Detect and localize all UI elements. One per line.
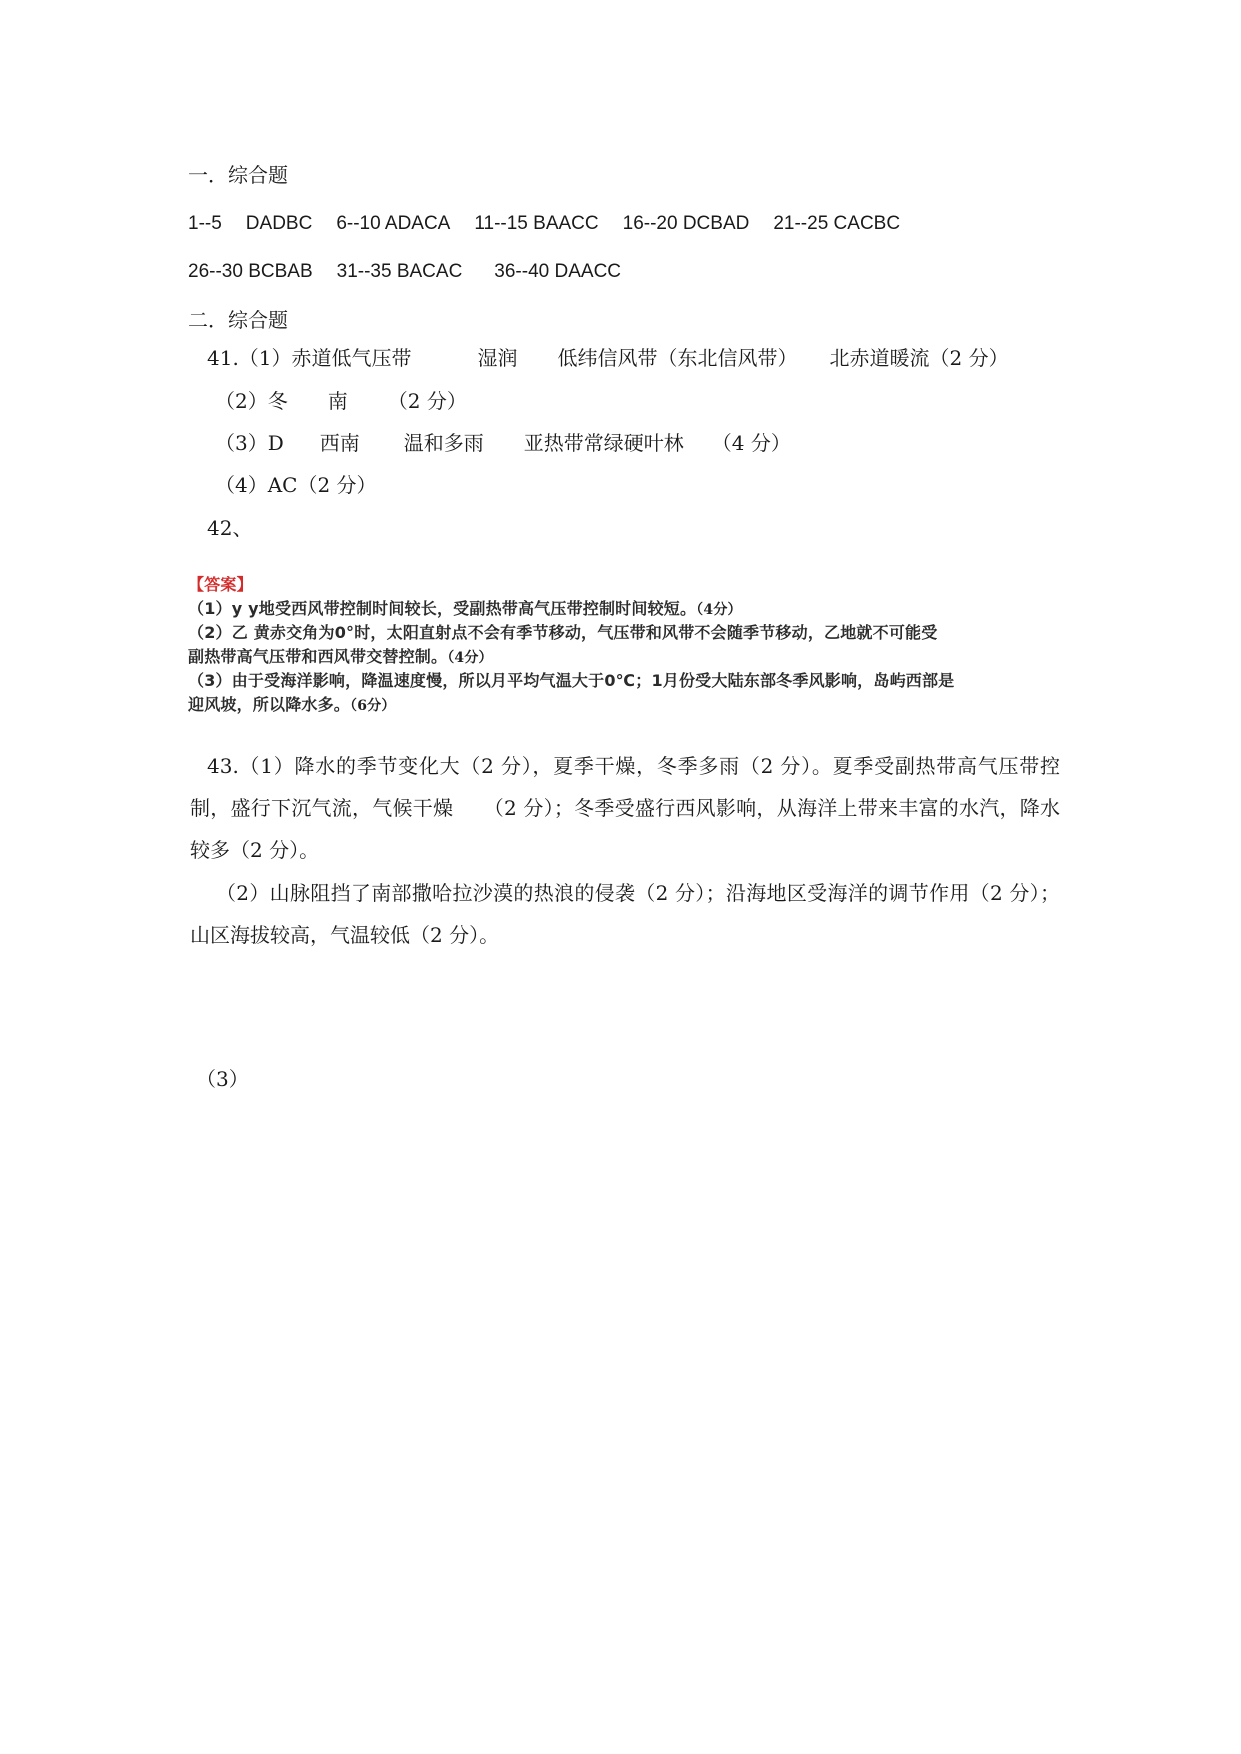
q41-part4: （4）AC（2 分） (215, 473, 377, 497)
q41-answer-4: 北赤道暖流（2 分） (829, 346, 1009, 370)
answer-group: 26--30 BCBAB (188, 261, 313, 282)
q42-score-3: （6分） (350, 698, 396, 714)
answer-tag: 【答案】 (188, 575, 253, 594)
q41-part2 (215, 388, 467, 414)
answer-row-2 (188, 259, 621, 285)
q41-answer-1: 41.（1）赤道低气压带 (207, 346, 412, 370)
answer-values: DADBC (245, 213, 313, 234)
answer-row-1 (188, 211, 900, 237)
q42-answer-line-3: 副热带高气压带和西风带交替控制。 (188, 647, 448, 666)
answer-group: 16--20 DCBAD (622, 213, 750, 234)
q41-answer-2: 湿润 (477, 346, 518, 370)
q41-part1 (207, 345, 1009, 371)
q41-answer-8: 西南 (319, 431, 360, 455)
answer-group: 11--15 BAACC (474, 213, 599, 234)
q42-score-2: （4分） (447, 650, 493, 666)
answer-group: 31--35 BACAC (336, 261, 463, 282)
q42-answer-image (188, 573, 1058, 723)
q42-score-1: （4分） (696, 602, 742, 618)
q41-score: （4 分） (711, 431, 791, 455)
q41-part3 (215, 430, 791, 456)
q41-answer-3: 低纬信风带（东北信风带） (557, 346, 798, 370)
answer-range: 1--5 (188, 213, 222, 234)
section1-heading: 一．综合题 (188, 163, 288, 187)
q41-answer-9: 温和多雨 (403, 431, 484, 455)
q41-score: （2 分） (387, 389, 467, 413)
q41-answer-5: （2）冬 (215, 389, 288, 413)
q42-answer-line-1: （1）y y地受西风带控制时间较长，受副热带高气压带控制时间较短。 (188, 599, 697, 618)
q41-answer-7: （3）D (215, 431, 284, 455)
q42-answer-line-4: （3）由于受海洋影响，降温速度慢，所以月平均气温大于0℃；1月份受大陆东部冬季风影响，岛屿西部是 (188, 671, 955, 690)
q41-answer-10: 亚热带常绿硬叶林 (523, 431, 684, 455)
section2-heading: 二．综合题 (188, 308, 288, 332)
q43-part2: （2）山脉阻挡了南部撒哈拉沙漠的热浪的侵袭（2 分）；沿海地区受海洋的调节作用（2 分）；山区海拔较高，气温较低（2 分）。 (190, 881, 1060, 947)
answer-group: 21--25 CACBC (773, 213, 901, 234)
q43-part3: （3） (196, 1067, 249, 1091)
answer-group: 6--10 ADACA (336, 213, 451, 234)
answer-group: 36--40 DAACC (494, 261, 622, 282)
q41-answer-6: 南 (327, 389, 348, 413)
q42-answer-line-5: 迎风坡，所以降水多。 (188, 695, 351, 714)
q43-part1: 43.（1）降水的季节变化大（2 分），夏季干燥，冬季多雨（2 分）。夏季受副热带高气压带控制，盛行下沉气流，气候干燥 （2 分）；冬季受盛行西风影响，从海洋上带来丰富的水汽，降水较多（2 分）。 (190, 754, 1060, 862)
q42-label: 42、 (207, 516, 253, 540)
q42-answer-line-2: （2）乙 黄赤交角为0°时，太阳直射点不会有季节移动，气压带和风带不会随季节移动，乙地就不可能受 (188, 623, 938, 642)
